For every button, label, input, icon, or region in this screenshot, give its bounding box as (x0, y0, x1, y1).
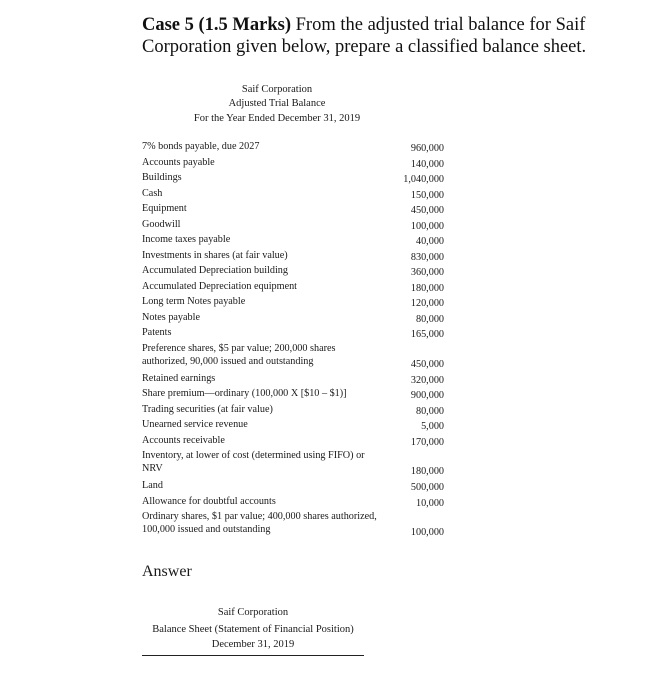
table-row (142, 294, 444, 310)
account-label: Accounts receivable (142, 434, 225, 446)
account-amount: 100,000 (410, 527, 444, 538)
account-amount: 1,040,000 (403, 174, 444, 185)
account-label: Equipment (142, 203, 187, 214)
table-row (142, 201, 444, 217)
account-label: Cash (142, 187, 163, 199)
table-row (142, 341, 444, 371)
account-amount: 500,000 (410, 482, 444, 493)
account-label: Notes payable (142, 311, 200, 323)
trial-balance-company: Saif Corporation (241, 84, 313, 95)
account-label: Allowance for doubtful accounts (142, 495, 276, 507)
table-row (142, 186, 444, 202)
table-row (142, 386, 444, 402)
account-amount: 80,000 (415, 405, 444, 417)
account-amount: 40,000 (415, 236, 444, 247)
account-amount: 165,000 (410, 329, 444, 340)
account-amount: 360,000 (410, 267, 444, 278)
table-row (142, 217, 444, 233)
account-label: Retained earnings (142, 372, 216, 384)
answer-heading: Answer (142, 563, 192, 580)
account-label: Goodwill (142, 218, 181, 230)
balance-sheet-company: Saif Corporation (217, 607, 289, 618)
account-label: Land (142, 480, 163, 491)
account-label: Trading securities (at fair value) (142, 403, 273, 415)
case-label: Case 5 (1.5 Marks) (142, 15, 292, 35)
account-amount: 960,000 (410, 143, 444, 154)
account-amount: 320,000 (410, 374, 444, 386)
account-amount: 830,000 (410, 251, 444, 263)
table-row (142, 417, 444, 433)
account-label: Inventory, at lower of cost (determined using FIFO) or NRV (142, 450, 365, 474)
question-heading (142, 14, 642, 58)
account-amount: 140,000 (410, 158, 444, 170)
account-label: Income taxes payable (142, 234, 231, 245)
account-amount: 10,000 (415, 497, 444, 509)
account-amount: 150,000 (410, 189, 444, 201)
table-row (142, 402, 444, 418)
account-label: Patents (142, 327, 172, 338)
account-amount: 180,000 (410, 466, 444, 477)
table-row (142, 155, 444, 171)
table-row (142, 139, 444, 155)
account-amount: 120,000 (410, 298, 444, 309)
account-amount: 170,000 (410, 436, 444, 448)
table-row (142, 248, 444, 264)
table-row (142, 232, 444, 248)
account-amount: 100,000 (410, 220, 444, 232)
account-label: Investments in shares (at fair value) (142, 249, 288, 261)
account-label: Accounts payable (142, 156, 215, 168)
account-label: Buildings (142, 172, 182, 183)
table-row (142, 448, 444, 478)
trial-balance-title: Adjusted Trial Balance (228, 98, 326, 109)
question-prompt: From the adjusted trial balance for Saif Corporation given below, prepare a classified balance sheet. (142, 15, 587, 57)
table-row (142, 263, 444, 279)
trial-balance-table (142, 139, 444, 539)
account-amount: 450,000 (410, 205, 444, 216)
table-row (142, 509, 444, 539)
trial-balance-period: For the Year Ended December 31, 2019 (193, 113, 361, 124)
table-row (142, 433, 444, 449)
account-label: Accumulated Depreciation equipment (142, 280, 298, 292)
account-label: Ordinary shares, $1 par value; 400,000 shares authorized, 100,000 issued and outstanding (142, 511, 377, 535)
balance-sheet-date: December 31, 2019 (211, 639, 295, 650)
table-row (142, 170, 444, 186)
table-row (142, 279, 444, 295)
account-amount: 900,000 (410, 390, 444, 401)
account-amount: 180,000 (410, 282, 444, 294)
header-underline (142, 655, 364, 656)
account-amount: 5,000 (421, 421, 444, 432)
balance-sheet-title: Balance Sheet (Statement of Financial Position) (152, 624, 354, 635)
account-label: Long term Notes payable (142, 296, 246, 307)
account-label: Accumulated Depreciation building (142, 265, 288, 276)
table-row (142, 494, 444, 510)
table-row (142, 310, 444, 326)
account-label: Unearned service revenue (142, 419, 248, 430)
table-row (142, 371, 444, 387)
account-amount: 80,000 (415, 313, 444, 325)
account-label: Share premium—ordinary (100,000 X [$10 – $1)] (142, 388, 347, 399)
account-label: 7% bonds payable, due 2027 (142, 141, 260, 152)
table-row (142, 478, 444, 494)
account-label: Preference shares, $5 par value; 200,000 shares authorized, 90,000 issued and outstanding (142, 342, 336, 367)
account-amount: 450,000 (410, 358, 444, 370)
table-row (142, 325, 444, 341)
